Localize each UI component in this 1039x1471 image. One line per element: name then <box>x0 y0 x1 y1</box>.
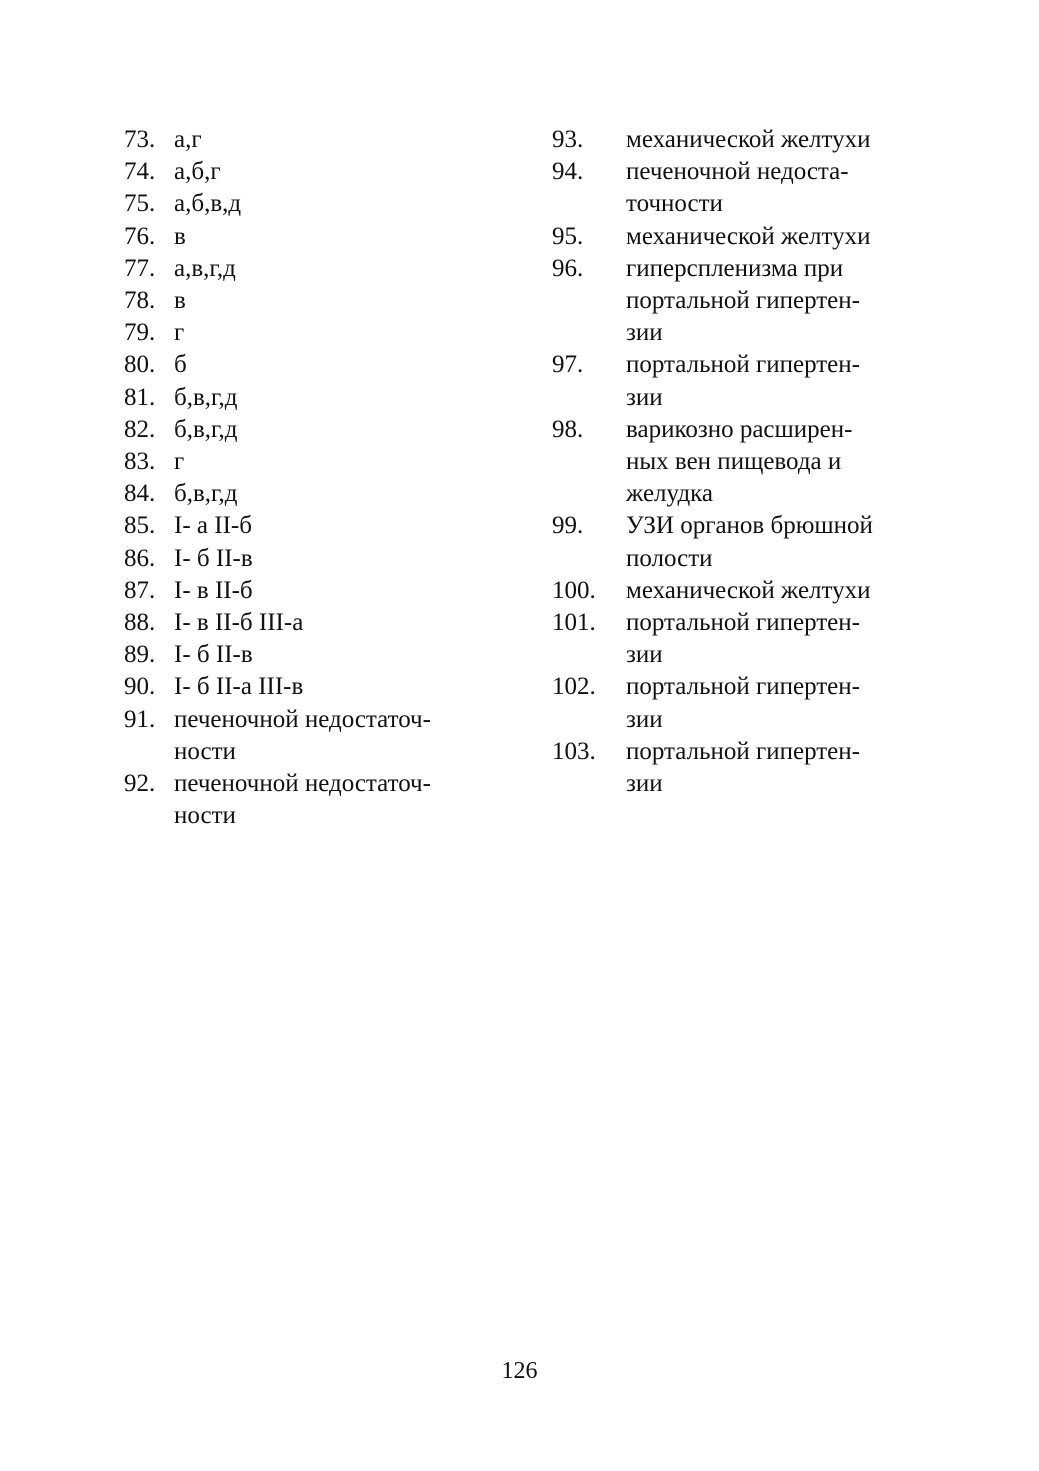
answer-number: 76. <box>124 222 156 250</box>
answer-list-right <box>552 124 915 800</box>
answer-item <box>124 285 489 317</box>
answer-text-line: зии <box>626 319 663 347</box>
answer-number: 80. <box>124 351 156 379</box>
answer-text-line: г <box>174 448 185 476</box>
answer-item <box>124 639 489 671</box>
answer-text <box>174 768 489 832</box>
answer-number: 91. <box>124 705 156 733</box>
answer-item <box>124 221 489 253</box>
answer-text-line: зии <box>626 383 663 411</box>
answer-text <box>626 575 915 607</box>
answer-number: 93. <box>552 126 584 153</box>
answer-number: 84. <box>124 480 156 508</box>
answer-text <box>174 639 489 671</box>
answer-text <box>626 221 915 253</box>
answer-text-line: печеночной недостаточ- <box>174 705 431 733</box>
answer-text-line: полости <box>626 544 713 572</box>
answer-item <box>552 671 915 735</box>
answer-text-line: I- а II-б <box>174 512 252 540</box>
answer-number: 103. <box>552 737 596 765</box>
answer-text-line: I- в II-б <box>174 576 253 604</box>
answer-number: 75. <box>124 190 156 218</box>
answer-number: 88. <box>124 609 156 637</box>
answer-text <box>626 607 915 671</box>
answer-text-line: I- б II-а III-в <box>174 673 304 701</box>
answer-number: 98. <box>552 415 584 443</box>
answer-item <box>124 543 489 575</box>
answer-text-line: ности <box>174 802 236 830</box>
answer-text <box>174 543 489 575</box>
answer-number: 83. <box>124 448 156 476</box>
answer-text-line: портальной гипертен- <box>626 287 860 315</box>
answer-text <box>174 478 489 510</box>
answer-item <box>124 575 489 607</box>
answer-number: 92. <box>124 770 156 798</box>
answer-text <box>626 414 915 511</box>
answer-text <box>174 349 489 381</box>
answer-item <box>124 349 489 381</box>
answer-number: 74. <box>124 158 156 186</box>
answer-item <box>552 253 915 350</box>
answer-text-line: а,б,в,д <box>174 190 242 218</box>
answer-item <box>552 510 915 574</box>
answer-text-line: механической желтухи <box>626 576 871 604</box>
answer-text <box>174 607 489 639</box>
answer-list-left <box>124 124 489 832</box>
answer-text <box>626 671 915 735</box>
answer-text-line: в <box>174 287 186 315</box>
answer-text-line: портальной гипертен- <box>626 609 860 637</box>
answer-item <box>124 704 489 768</box>
answer-text-line: I- в II-б III-а <box>174 609 304 637</box>
answer-item <box>124 253 489 285</box>
answer-item <box>124 156 489 188</box>
answer-text-line: печеночной недоста- <box>626 158 849 186</box>
answer-number: 100. <box>552 576 596 604</box>
answer-text-line: портальной гипертен- <box>626 737 860 765</box>
answer-number: 73. <box>124 126 156 153</box>
answer-text-line: портальной гипертен- <box>626 351 860 379</box>
answer-text <box>174 671 489 703</box>
answer-text-line: гиперспленизма при <box>626 254 844 282</box>
answer-item <box>124 124 489 156</box>
answer-text-line: печеночной недостаточ- <box>174 770 431 798</box>
answer-number: 89. <box>124 641 156 669</box>
answer-item <box>552 124 915 156</box>
answer-number: 97. <box>552 351 584 379</box>
answer-text <box>626 253 915 350</box>
answer-text-line: ности <box>174 737 236 765</box>
answer-text-line: б <box>174 351 187 379</box>
answer-text <box>626 510 915 574</box>
answer-number: 99. <box>552 512 584 540</box>
answer-text-line: УЗИ органов брюшной <box>626 512 873 540</box>
answer-text <box>174 124 489 156</box>
answer-item <box>124 478 489 510</box>
answer-text <box>174 510 489 542</box>
answer-item <box>552 349 915 413</box>
answer-number: 102. <box>552 673 596 701</box>
answer-text <box>626 124 915 156</box>
answer-text-line: механической желтухи <box>626 126 871 153</box>
answer-text <box>174 253 489 285</box>
answer-number: 96. <box>552 254 584 282</box>
answer-text-line: ных вен пищевода и <box>626 448 842 476</box>
answer-text-line: желудка <box>626 480 714 508</box>
answer-text <box>174 285 489 317</box>
answer-text-line: зии <box>626 641 663 669</box>
answer-item <box>552 414 915 511</box>
answer-text <box>174 446 489 478</box>
answer-text-line: г <box>174 319 185 347</box>
answer-number: 77. <box>124 254 156 282</box>
answer-text-line: I- б II-в <box>174 544 253 572</box>
answer-number: 82. <box>124 415 156 443</box>
answer-text <box>174 414 489 446</box>
answer-item <box>124 317 489 349</box>
answer-number: 85. <box>124 512 156 540</box>
answer-text <box>174 575 489 607</box>
answer-text <box>174 221 489 253</box>
answer-text-line: портальной гипертен- <box>626 673 860 701</box>
answer-number: 81. <box>124 383 156 411</box>
answer-item <box>124 446 489 478</box>
answer-text-line: а,б,г <box>174 158 221 186</box>
answer-text <box>174 188 489 220</box>
answer-item <box>124 188 489 220</box>
answer-item <box>552 736 915 800</box>
answer-text <box>626 156 915 220</box>
answer-item <box>552 221 915 253</box>
answer-text-line: б,в,г,д <box>174 383 238 411</box>
answer-item <box>124 382 489 414</box>
answer-item <box>552 575 915 607</box>
answer-item <box>552 156 915 220</box>
answer-item <box>124 607 489 639</box>
answer-item <box>124 768 489 832</box>
answer-text-line: а,г <box>174 126 202 153</box>
answer-number: 95. <box>552 222 584 250</box>
answer-number: 79. <box>124 319 156 347</box>
answer-text-line: варикозно расширен- <box>626 415 853 443</box>
answer-text <box>174 704 489 768</box>
answer-text <box>174 382 489 414</box>
answer-text-line: б,в,г,д <box>174 415 238 443</box>
answer-text-line: зии <box>626 705 663 733</box>
answer-item <box>552 607 915 671</box>
answer-number: 87. <box>124 576 156 604</box>
page-number: 126 <box>501 1358 538 1384</box>
answer-item <box>124 414 489 446</box>
answer-text-line: I- б II-в <box>174 641 253 669</box>
answer-text-line: механической желтухи <box>626 222 871 250</box>
answer-text-line: в <box>174 222 186 250</box>
answer-text <box>626 349 915 413</box>
answer-text <box>626 736 915 800</box>
answer-number: 94. <box>552 158 584 186</box>
answer-number: 78. <box>124 287 156 315</box>
answer-text-line: зии <box>626 770 663 798</box>
answer-text <box>174 156 489 188</box>
answer-item <box>124 671 489 703</box>
answer-item <box>124 510 489 542</box>
answer-text-line: б,в,г,д <box>174 480 238 508</box>
answer-text-line: а,в,г,д <box>174 254 236 282</box>
answer-text-line: точности <box>626 190 723 218</box>
answer-number: 86. <box>124 544 156 572</box>
answer-number: 101. <box>552 609 596 637</box>
answer-number: 90. <box>124 673 156 701</box>
answer-text <box>174 317 489 349</box>
